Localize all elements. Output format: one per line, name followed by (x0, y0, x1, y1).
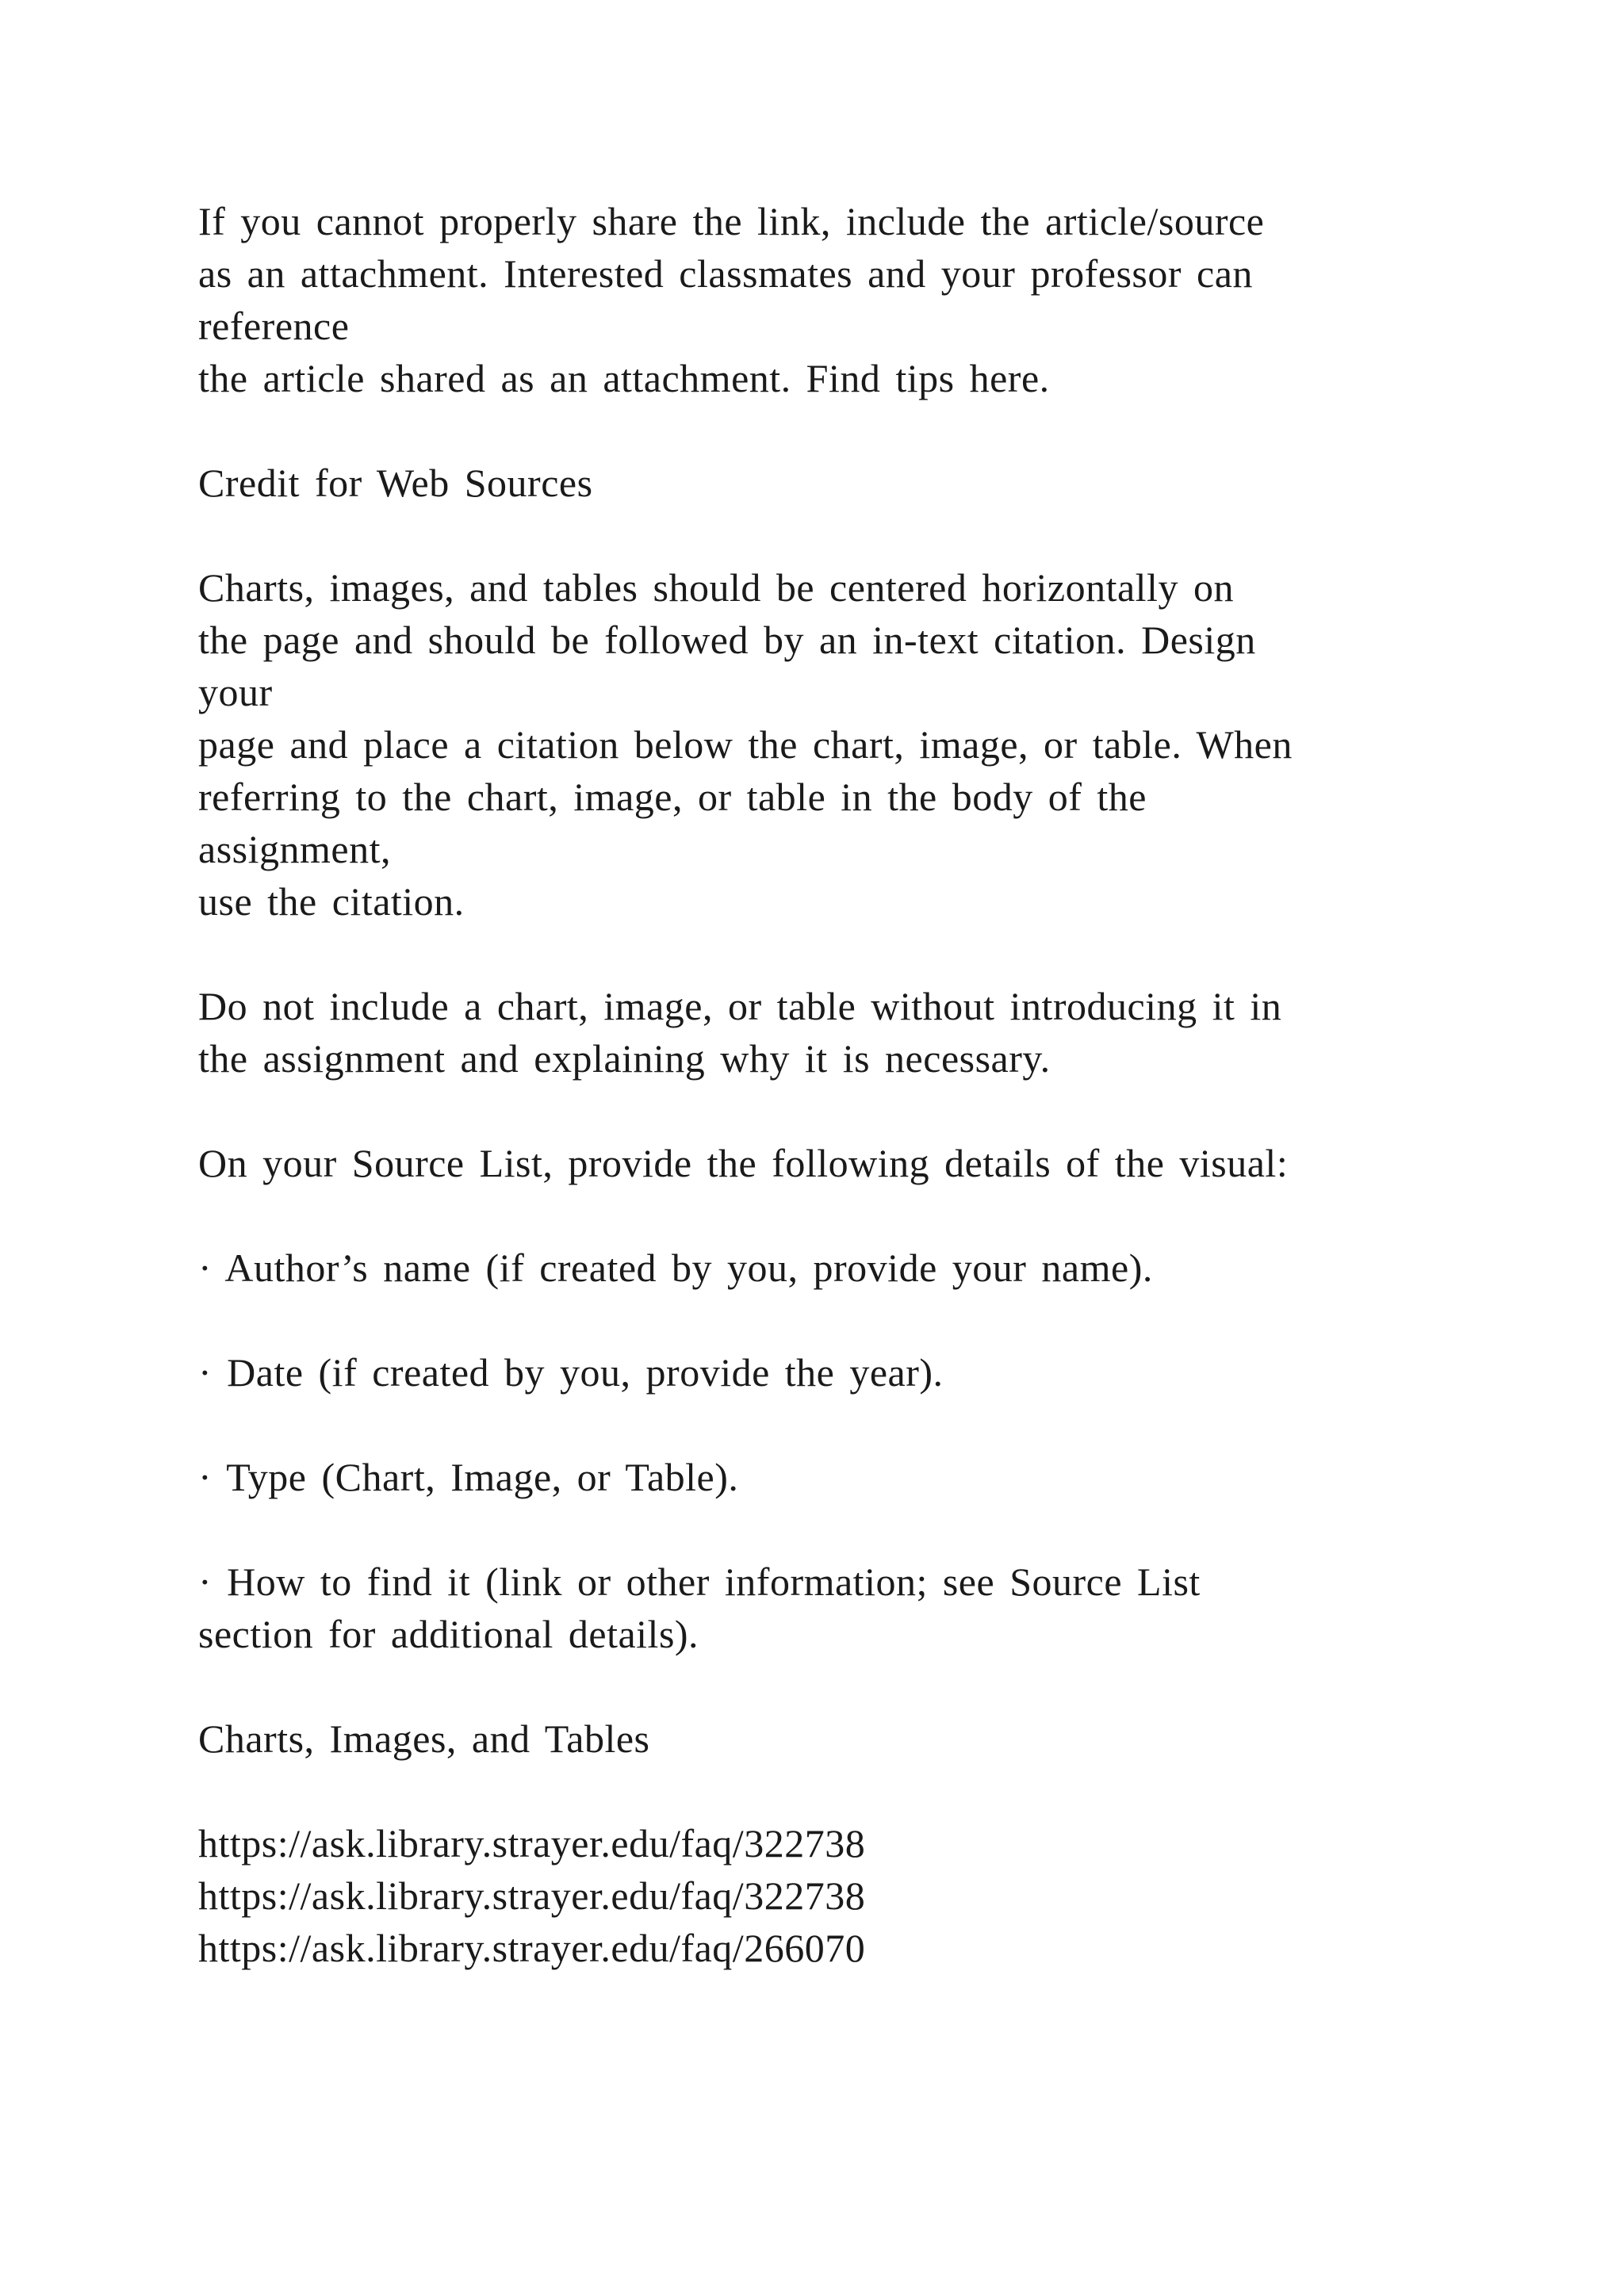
bullet-how-to-find (198, 1556, 1507, 1660)
link-text: https://ask.library.strayer.edu/faq/266070 (198, 1926, 866, 1970)
text-line: Charts, images, and tables should be centered horizontally on (198, 565, 1234, 610)
spacer (198, 1399, 1507, 1451)
section-heading-charts: Charts, Images, and Tables (198, 1716, 650, 1761)
text-line: use the citation. (198, 879, 465, 924)
document-body (198, 195, 1507, 1974)
text-line: If you cannot properly share the link, include the article/source (198, 199, 1265, 243)
spacer (198, 1085, 1507, 1137)
bullet-type: · Type (Chart, Image, or Table). (198, 1455, 739, 1499)
text-line: reference (198, 304, 350, 348)
link-text: https://ask.library.strayer.edu/faq/322738 (198, 1873, 866, 1918)
text-line: assignment, (198, 827, 391, 871)
spacer (198, 928, 1507, 980)
bullet-date: · Date (if created by you, provide the year). (198, 1350, 944, 1395)
spacer (198, 404, 1507, 457)
spacer (198, 1294, 1507, 1346)
text-line: page and place a citation below the chart, image, or table. When (198, 722, 1293, 767)
bullet-author: · Author’s name (if created by you, provide your name). (198, 1246, 1153, 1290)
text-line: the article shared as an attachment. Find tips here. (198, 356, 1050, 400)
text-line: Do not include a chart, image, or table without introducing it in (198, 984, 1282, 1028)
section-heading-credit: Credit for Web Sources (198, 461, 593, 505)
spacer (198, 1503, 1507, 1556)
paragraph-introduce-visual (198, 980, 1507, 1085)
text-line: · How to find it (link or other information; see Source List (198, 1559, 1201, 1604)
text-line: the assignment and explaining why it is necessary. (198, 1036, 1051, 1081)
paragraph-source-list: On your Source List, provide the following details of the visual: (198, 1141, 1289, 1185)
spacer (198, 509, 1507, 561)
text-line: the page and should be followed by an in-text citation. Design (198, 618, 1256, 662)
spacer (198, 1765, 1507, 1817)
text-line: as an attachment. Interested classmates and your professor can (198, 251, 1253, 296)
spacer (198, 1660, 1507, 1712)
paragraph-attachment-tips (198, 195, 1507, 404)
text-line: your (198, 670, 273, 714)
spacer (198, 1189, 1507, 1242)
paragraph-centering (198, 561, 1507, 928)
link-text: https://ask.library.strayer.edu/faq/322738 (198, 1821, 866, 1866)
text-line: referring to the chart, image, or table in the body of the (198, 775, 1147, 819)
link-list (198, 1817, 1507, 1974)
text-line: section for additional details). (198, 1612, 699, 1656)
